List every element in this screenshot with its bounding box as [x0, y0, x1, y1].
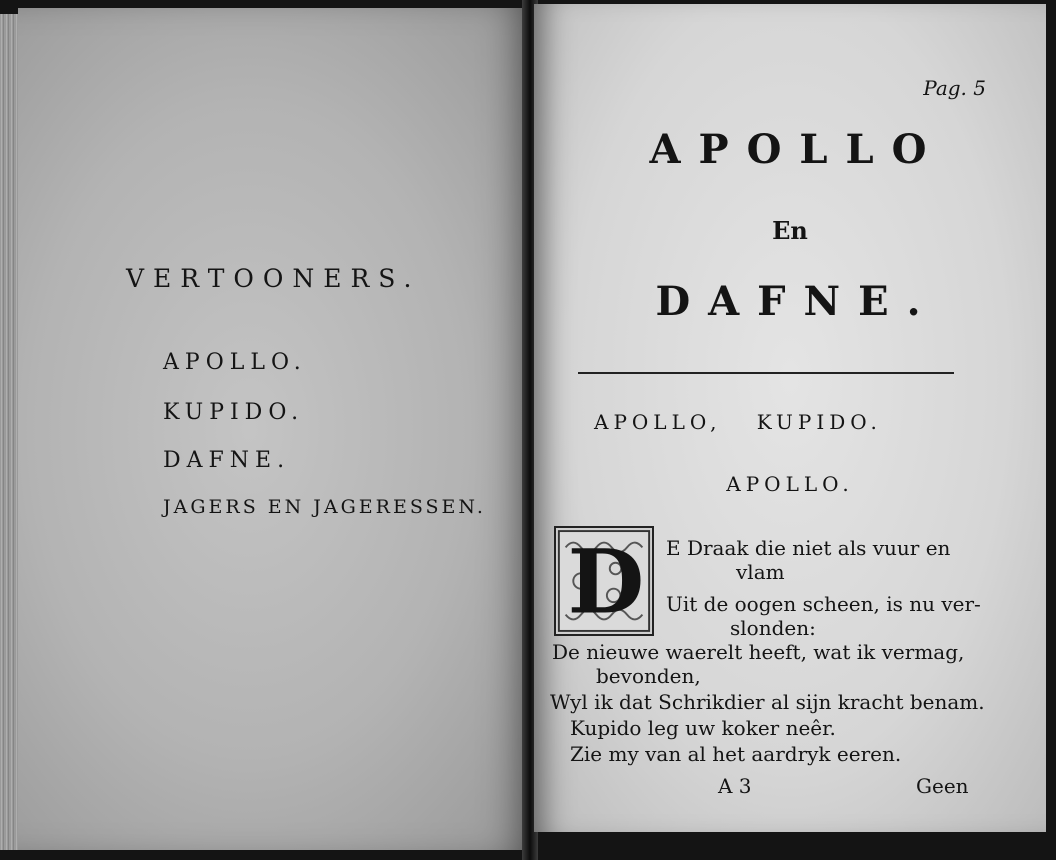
- verse-line: vlam: [736, 560, 785, 584]
- left-page: [18, 8, 532, 850]
- character-apollo: APOLLO.: [163, 350, 307, 375]
- verse-line: Wyl ik dat Schrikdier al sijn kracht benam.: [550, 690, 985, 714]
- signature-mark: A 3: [718, 774, 752, 798]
- ornamental-drop-cap: [554, 526, 654, 636]
- verse-line: Zie my van al het aardryk eeren.: [570, 742, 902, 766]
- page-number: Pag. 5: [923, 76, 986, 100]
- verse-line: De nieuwe waerelt heeft, wat ik vermag,: [552, 640, 965, 664]
- title-apollo: APOLLO: [649, 126, 945, 173]
- verse-line: Kupido leg uw koker neêr.: [570, 716, 836, 740]
- drop-cap-ornament-icon: [556, 528, 652, 634]
- scene-speakers: APOLLO, KUPIDO.: [594, 410, 882, 434]
- characters-heading: VERTOONERS.: [126, 264, 421, 293]
- verse-line: slonden:: [730, 616, 816, 640]
- character-dafne: DAFNE.: [163, 448, 291, 473]
- verse-line: E Draak die niet als vuur en: [666, 536, 951, 560]
- drop-cap-letter: D: [567, 529, 645, 634]
- catchword: Geen: [916, 774, 969, 798]
- title-en: En: [772, 216, 808, 245]
- title-dafne: DAFNE.: [655, 278, 939, 325]
- title-rule: [578, 372, 954, 374]
- verse-line: Uit de oogen scheen, is nu ver-: [666, 592, 981, 616]
- character-jagers: JAGERS EN JAGERESSEN.: [163, 496, 486, 518]
- verse-line: bevonden,: [596, 664, 701, 688]
- speaker-heading: APOLLO.: [726, 472, 854, 496]
- right-page: [534, 4, 1046, 832]
- character-kupido: KUPIDO.: [163, 400, 305, 425]
